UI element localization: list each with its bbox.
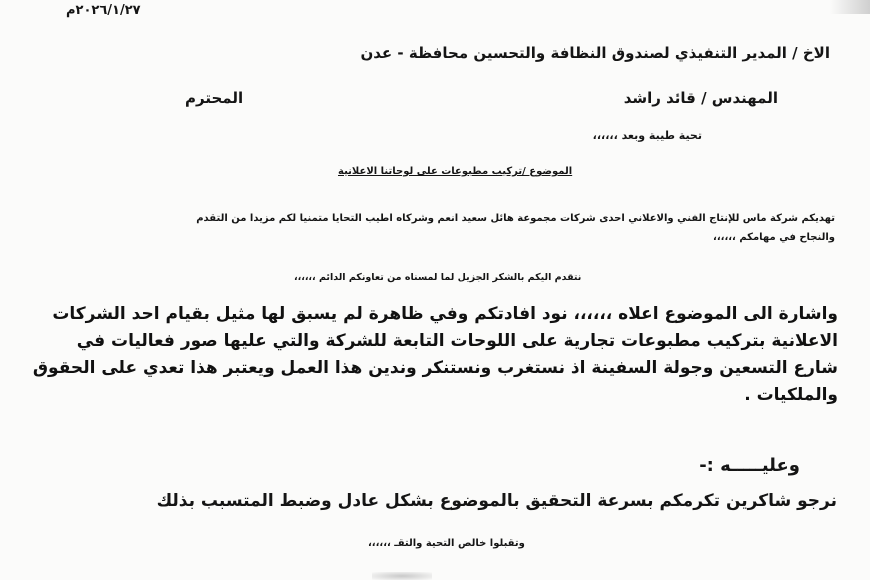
addressee-line: الاخ / المدير التنفيذي لصندوق النظافة والتحسين محافظة - عدن (360, 44, 830, 62)
body-line: واشارة الى الموضوع اعلاه ،،،،،، نود افادتكم وفي ظاهرة لم يسبق لها مثيل بقيام احد الشركات (52, 304, 838, 324)
letter-date: ٢٠٢٦/١/٢٧م (66, 3, 141, 18)
subject-line: الموضوع /تركيب مطبوعات على لوحاتنا الاعلانية (338, 166, 573, 177)
engineer-name: المهندس / قائد راشد (623, 89, 778, 107)
respect-title: المحترم (185, 89, 244, 107)
greeting-line: تحية طيبة وبعد ،،،،،، (592, 129, 702, 142)
intro-line-2: والنجاح في مهامكم ،،،،،، (713, 232, 835, 243)
body-line: والملكيات . (744, 385, 838, 405)
body-line: الاعلانية بتركيب مطبوعات تجارية على اللوحات التابعة للشركة والتي عليها صور فعاليات في (76, 331, 838, 351)
closing-line: وتقبلوا خالص التحية والتقـ ،،،،،، (368, 538, 525, 549)
therefore-heading: وعليـــــه :- (699, 455, 800, 476)
intro-line-1: تهديكم شركة ماس للإنتاج الفني والاعلاني احدى شركات مجموعة هائل سعيد انعم وشركاه اطيب التحايا متمنيا لكم مزيدا من التقدم (196, 213, 835, 224)
bottom-mark (372, 572, 432, 580)
request-line: نرجو شاكرين تكرمكم بسرعة التحقيق بالموضوع بشكل عادل وضبط المتسبب بذلك (156, 491, 837, 511)
body-paragraph (32, 301, 838, 409)
corner-shadow (830, 0, 870, 14)
body-line: شارع التسعين وجولة السفينة اذ نستغرب ونستنكر وندين هذا العمل ويعتبر هذا تعدي على الحقوق (32, 358, 838, 378)
thanks-line: نتقدم اليكم بالشكر الجزيل لما لمسناه من تعاونكم الدائم ،،،،،، (294, 272, 582, 283)
